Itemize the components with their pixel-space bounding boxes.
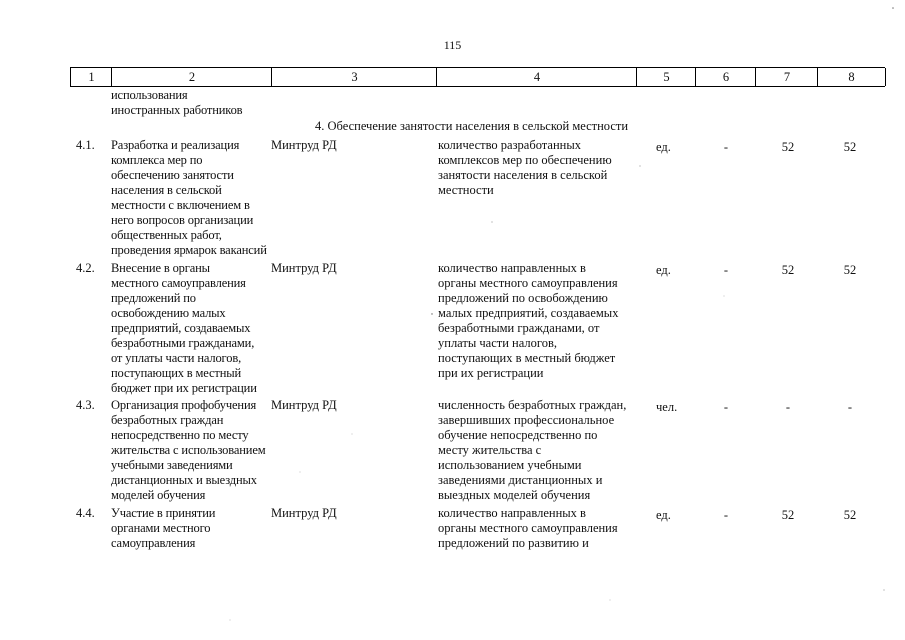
- value-col-6: -: [723, 263, 729, 277]
- indicator: количество разработанных комплексов мер по обеспечению занятости населения в сельской местности: [438, 138, 612, 197]
- value-col-8: 52: [843, 263, 857, 277]
- measure-name: Разработка и реализация комплекса мер по обеспечению занятости населения в сельской местности с включением в него вопросов организации общественных работ, проведения ярмарок вакансий: [111, 138, 267, 257]
- header-col-3: 3: [271, 68, 437, 86]
- header-col-7: 7: [755, 68, 818, 86]
- scan-speck: [724, 296, 725, 297]
- scan-speck: [892, 7, 894, 9]
- scan-speck: [230, 620, 231, 621]
- value-col-6: -: [723, 140, 729, 154]
- unit: чел.: [656, 400, 678, 414]
- header-col-5: 5: [636, 68, 696, 86]
- scan-speck: [352, 434, 353, 435]
- row-number: 4.2.: [76, 261, 95, 275]
- executor: Минтруд РД: [271, 261, 337, 275]
- executor: Минтруд РД: [271, 398, 337, 412]
- row-number: 4.1.: [76, 138, 95, 152]
- value-col-7: 52: [781, 263, 795, 277]
- unit: ед.: [656, 263, 671, 277]
- scan-speck: [610, 600, 611, 601]
- indicator: количество направленных в органы местного самоуправления предложений по развитию и: [438, 506, 618, 550]
- header-col-8: 8: [817, 68, 886, 86]
- table-header-row: [70, 67, 885, 87]
- row-number: 4.4.: [76, 506, 95, 520]
- header-col-1: 1: [70, 68, 112, 86]
- value-col-7: 52: [781, 508, 795, 522]
- value-col-7: 52: [781, 140, 795, 154]
- value-col-8: 52: [843, 140, 857, 154]
- value-col-8: 52: [843, 508, 857, 522]
- value-col-6: -: [723, 400, 729, 414]
- page-number: 115: [443, 38, 462, 52]
- scan-speck: [883, 589, 884, 590]
- unit: ед.: [656, 140, 671, 154]
- scan-speck: [491, 221, 492, 222]
- row-number: 4.3.: [76, 398, 95, 412]
- scan-speck: [639, 165, 640, 166]
- scan-speck: [300, 472, 301, 473]
- measure-name: Организация профобучения безработных граждан непосредственно по месту жительства с использованием учебными заведениями дистанционных и выездных моделей обучения: [111, 398, 266, 502]
- continuation-text: использования иностранных работников: [111, 88, 243, 117]
- scan-speck: [431, 313, 432, 314]
- executor: Минтруд РД: [271, 138, 337, 152]
- header-col-4: 4: [436, 68, 637, 86]
- value-col-6: -: [723, 508, 729, 522]
- indicator: количество направленных в органы местного самоуправления предложений по освобождению малых предприятий, создаваемых безработными гражданами, от уплаты части налогов, поступающих в местный бюджет при их регистрации: [438, 261, 619, 380]
- section-title: 4. Обеспечение занятости населения в сельской местности: [315, 119, 629, 133]
- measure-name: Внесение в органы местного самоуправления предложений по освобождению малых предприятий, создаваемых безработными гражданами, от уплаты части налогов, поступающих в местный бюджет при их регистрации: [111, 261, 257, 395]
- unit: ед.: [656, 508, 671, 522]
- value-col-8: -: [847, 400, 853, 414]
- measure-name: Участие в принятии органами местного самоуправления: [111, 506, 216, 550]
- value-col-7: -: [785, 400, 791, 414]
- indicator: численность безработных граждан, завершивших профессиональное обучение непосредственно по месту жительства с использованием учебными заведениями дистанционных и выездных моделей обучения: [438, 398, 627, 502]
- header-col-2: 2: [111, 68, 272, 86]
- executor: Минтруд РД: [271, 506, 337, 520]
- header-col-6: 6: [695, 68, 756, 86]
